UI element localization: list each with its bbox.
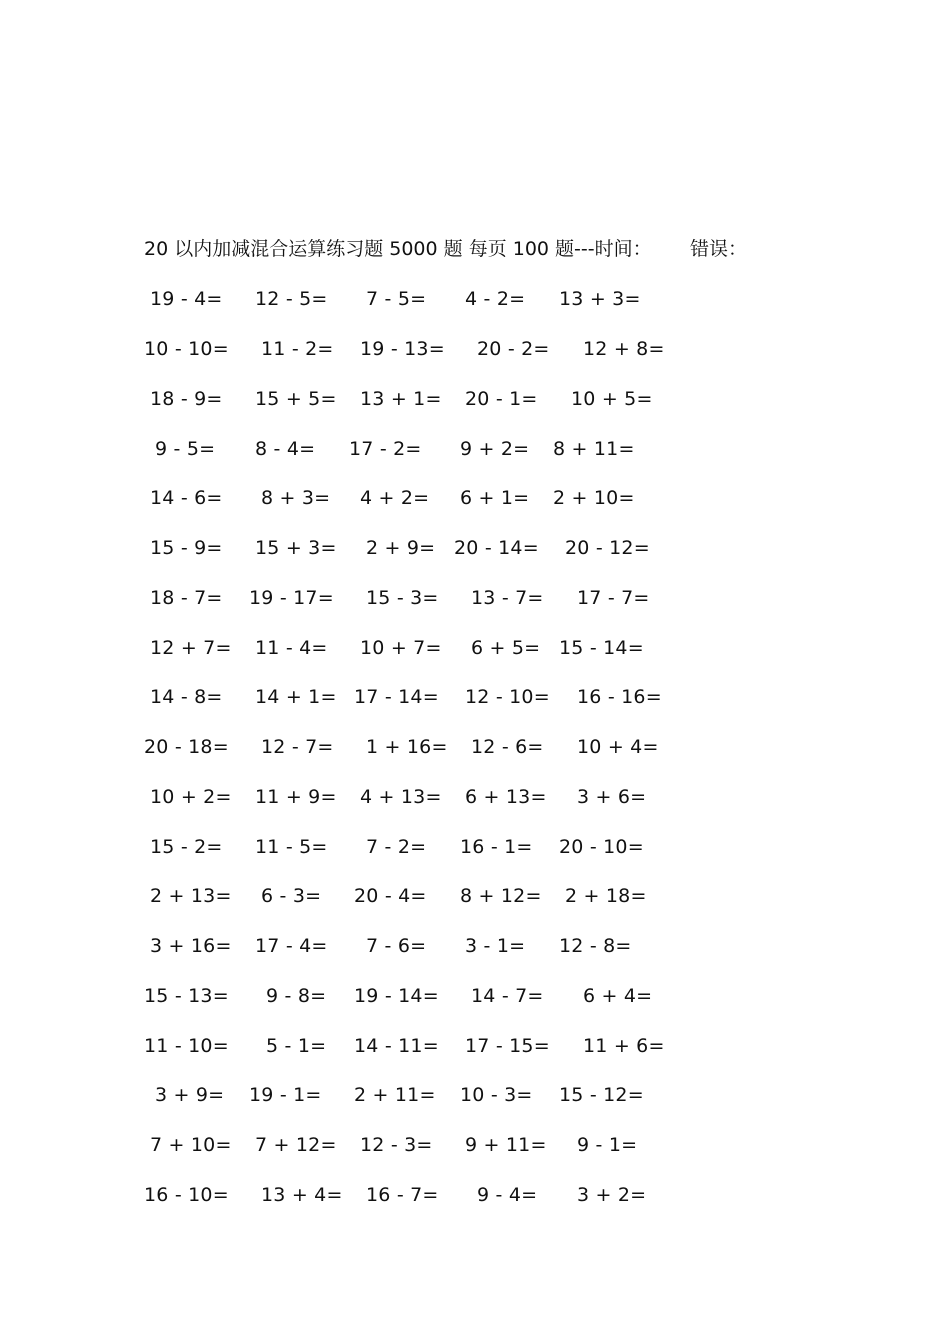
problem-item: 9 - 5= (155, 438, 216, 460)
problem-item: 15 - 9= (150, 537, 223, 559)
problem-item: 15 - 12= (559, 1084, 644, 1106)
problem-item: 12 - 5= (255, 288, 328, 310)
worksheet-title: 20 以内加减混合运算练习题 5000 题 每页 100 题---时间： (144, 238, 652, 260)
errors-label: 错误： (690, 238, 748, 260)
problem-item: 17 - 15= (465, 1035, 550, 1057)
problem-item: 16 - 1= (460, 836, 533, 858)
problem-item: 8 + 12= (460, 885, 542, 907)
problem-item: 19 - 13= (360, 338, 445, 360)
problem-item: 20 - 12= (565, 537, 650, 559)
problem-item: 12 - 8= (559, 935, 632, 957)
problem-item: 14 + 1= (255, 686, 337, 708)
problem-item: 10 + 2= (150, 786, 232, 808)
problem-item: 15 - 13= (144, 985, 229, 1007)
problem-item: 6 + 5= (471, 637, 541, 659)
problem-item: 2 + 9= (366, 537, 436, 559)
problem-item: 12 + 7= (150, 637, 232, 659)
problem-item: 3 + 6= (577, 786, 647, 808)
problem-item: 18 - 9= (150, 388, 223, 410)
problem-item: 15 - 2= (150, 836, 223, 858)
problem-item: 7 + 12= (255, 1134, 337, 1156)
problem-item: 12 + 8= (583, 338, 665, 360)
problem-item: 11 - 5= (255, 836, 328, 858)
problem-item: 15 - 14= (559, 637, 644, 659)
problem-item: 13 + 3= (559, 288, 641, 310)
problem-item: 7 - 6= (366, 935, 427, 957)
problem-item: 15 + 3= (255, 537, 337, 559)
problem-item: 7 - 2= (366, 836, 427, 858)
problem-item: 11 + 6= (583, 1035, 665, 1057)
worksheet-header (144, 234, 748, 264)
problem-item: 12 - 10= (465, 686, 550, 708)
problem-item: 9 - 1= (577, 1134, 638, 1156)
problem-item: 11 - 2= (261, 338, 334, 360)
problem-item: 20 - 10= (559, 836, 644, 858)
problem-item: 3 + 2= (577, 1184, 647, 1206)
problem-item: 3 + 16= (150, 935, 232, 957)
problem-item: 11 - 10= (144, 1035, 229, 1057)
problem-item: 10 - 10= (144, 338, 229, 360)
problem-item: 14 - 7= (471, 985, 544, 1007)
problem-item: 16 - 7= (366, 1184, 439, 1206)
problem-item: 10 - 3= (460, 1084, 533, 1106)
problem-item: 20 - 4= (354, 885, 427, 907)
problem-item: 9 - 8= (266, 985, 327, 1007)
problem-item: 4 + 2= (360, 487, 430, 509)
problem-item: 16 - 16= (577, 686, 662, 708)
problem-item: 6 + 1= (460, 487, 530, 509)
problem-item: 11 - 4= (255, 637, 328, 659)
problem-item: 17 - 7= (577, 587, 650, 609)
problem-item: 20 - 18= (144, 736, 229, 758)
problem-item: 2 + 10= (553, 487, 635, 509)
problem-item: 16 - 10= (144, 1184, 229, 1206)
problem-item: 17 - 2= (349, 438, 422, 460)
problem-item: 12 - 6= (471, 736, 544, 758)
problem-item: 1 + 16= (366, 736, 448, 758)
problem-item: 13 + 1= (360, 388, 442, 410)
problem-item: 19 - 1= (249, 1084, 322, 1106)
problem-item: 13 + 4= (261, 1184, 343, 1206)
problem-item: 2 + 11= (354, 1084, 436, 1106)
problem-item: 19 - 4= (150, 288, 223, 310)
problem-item: 17 - 4= (255, 935, 328, 957)
problem-item: 19 - 17= (249, 587, 334, 609)
problem-item: 5 - 1= (266, 1035, 327, 1057)
problem-item: 6 + 4= (583, 985, 653, 1007)
problem-item: 7 - 5= (366, 288, 427, 310)
problem-item: 8 + 11= (553, 438, 635, 460)
problem-item: 6 - 3= (261, 885, 322, 907)
problem-item: 14 - 8= (150, 686, 223, 708)
problem-item: 9 - 4= (477, 1184, 538, 1206)
problem-item: 14 - 11= (354, 1035, 439, 1057)
problem-item: 18 - 7= (150, 587, 223, 609)
problem-item: 20 - 14= (454, 537, 539, 559)
problem-item: 3 - 1= (465, 935, 526, 957)
problem-item: 10 + 4= (577, 736, 659, 758)
problem-item: 10 + 7= (360, 637, 442, 659)
problem-item: 6 + 13= (465, 786, 547, 808)
problem-item: 12 - 3= (360, 1134, 433, 1156)
problem-item: 10 + 5= (571, 388, 653, 410)
problem-item: 4 - 2= (465, 288, 526, 310)
problem-item: 9 + 11= (465, 1134, 547, 1156)
problem-item: 14 - 6= (150, 487, 223, 509)
problem-item: 13 - 7= (471, 587, 544, 609)
problem-item: 11 + 9= (255, 786, 337, 808)
problem-item: 20 - 1= (465, 388, 538, 410)
problem-item: 2 + 18= (565, 885, 647, 907)
problem-item: 15 + 5= (255, 388, 337, 410)
problem-item: 7 + 10= (150, 1134, 232, 1156)
problem-item: 8 + 3= (261, 487, 331, 509)
problem-item: 20 - 2= (477, 338, 550, 360)
problem-item: 3 + 9= (155, 1084, 225, 1106)
problem-item: 9 + 2= (460, 438, 530, 460)
problem-item: 19 - 14= (354, 985, 439, 1007)
problem-item: 2 + 13= (150, 885, 232, 907)
problem-item: 15 - 3= (366, 587, 439, 609)
problem-item: 4 + 13= (360, 786, 442, 808)
problem-item: 8 - 4= (255, 438, 316, 460)
problem-item: 17 - 14= (354, 686, 439, 708)
problem-item: 12 - 7= (261, 736, 334, 758)
